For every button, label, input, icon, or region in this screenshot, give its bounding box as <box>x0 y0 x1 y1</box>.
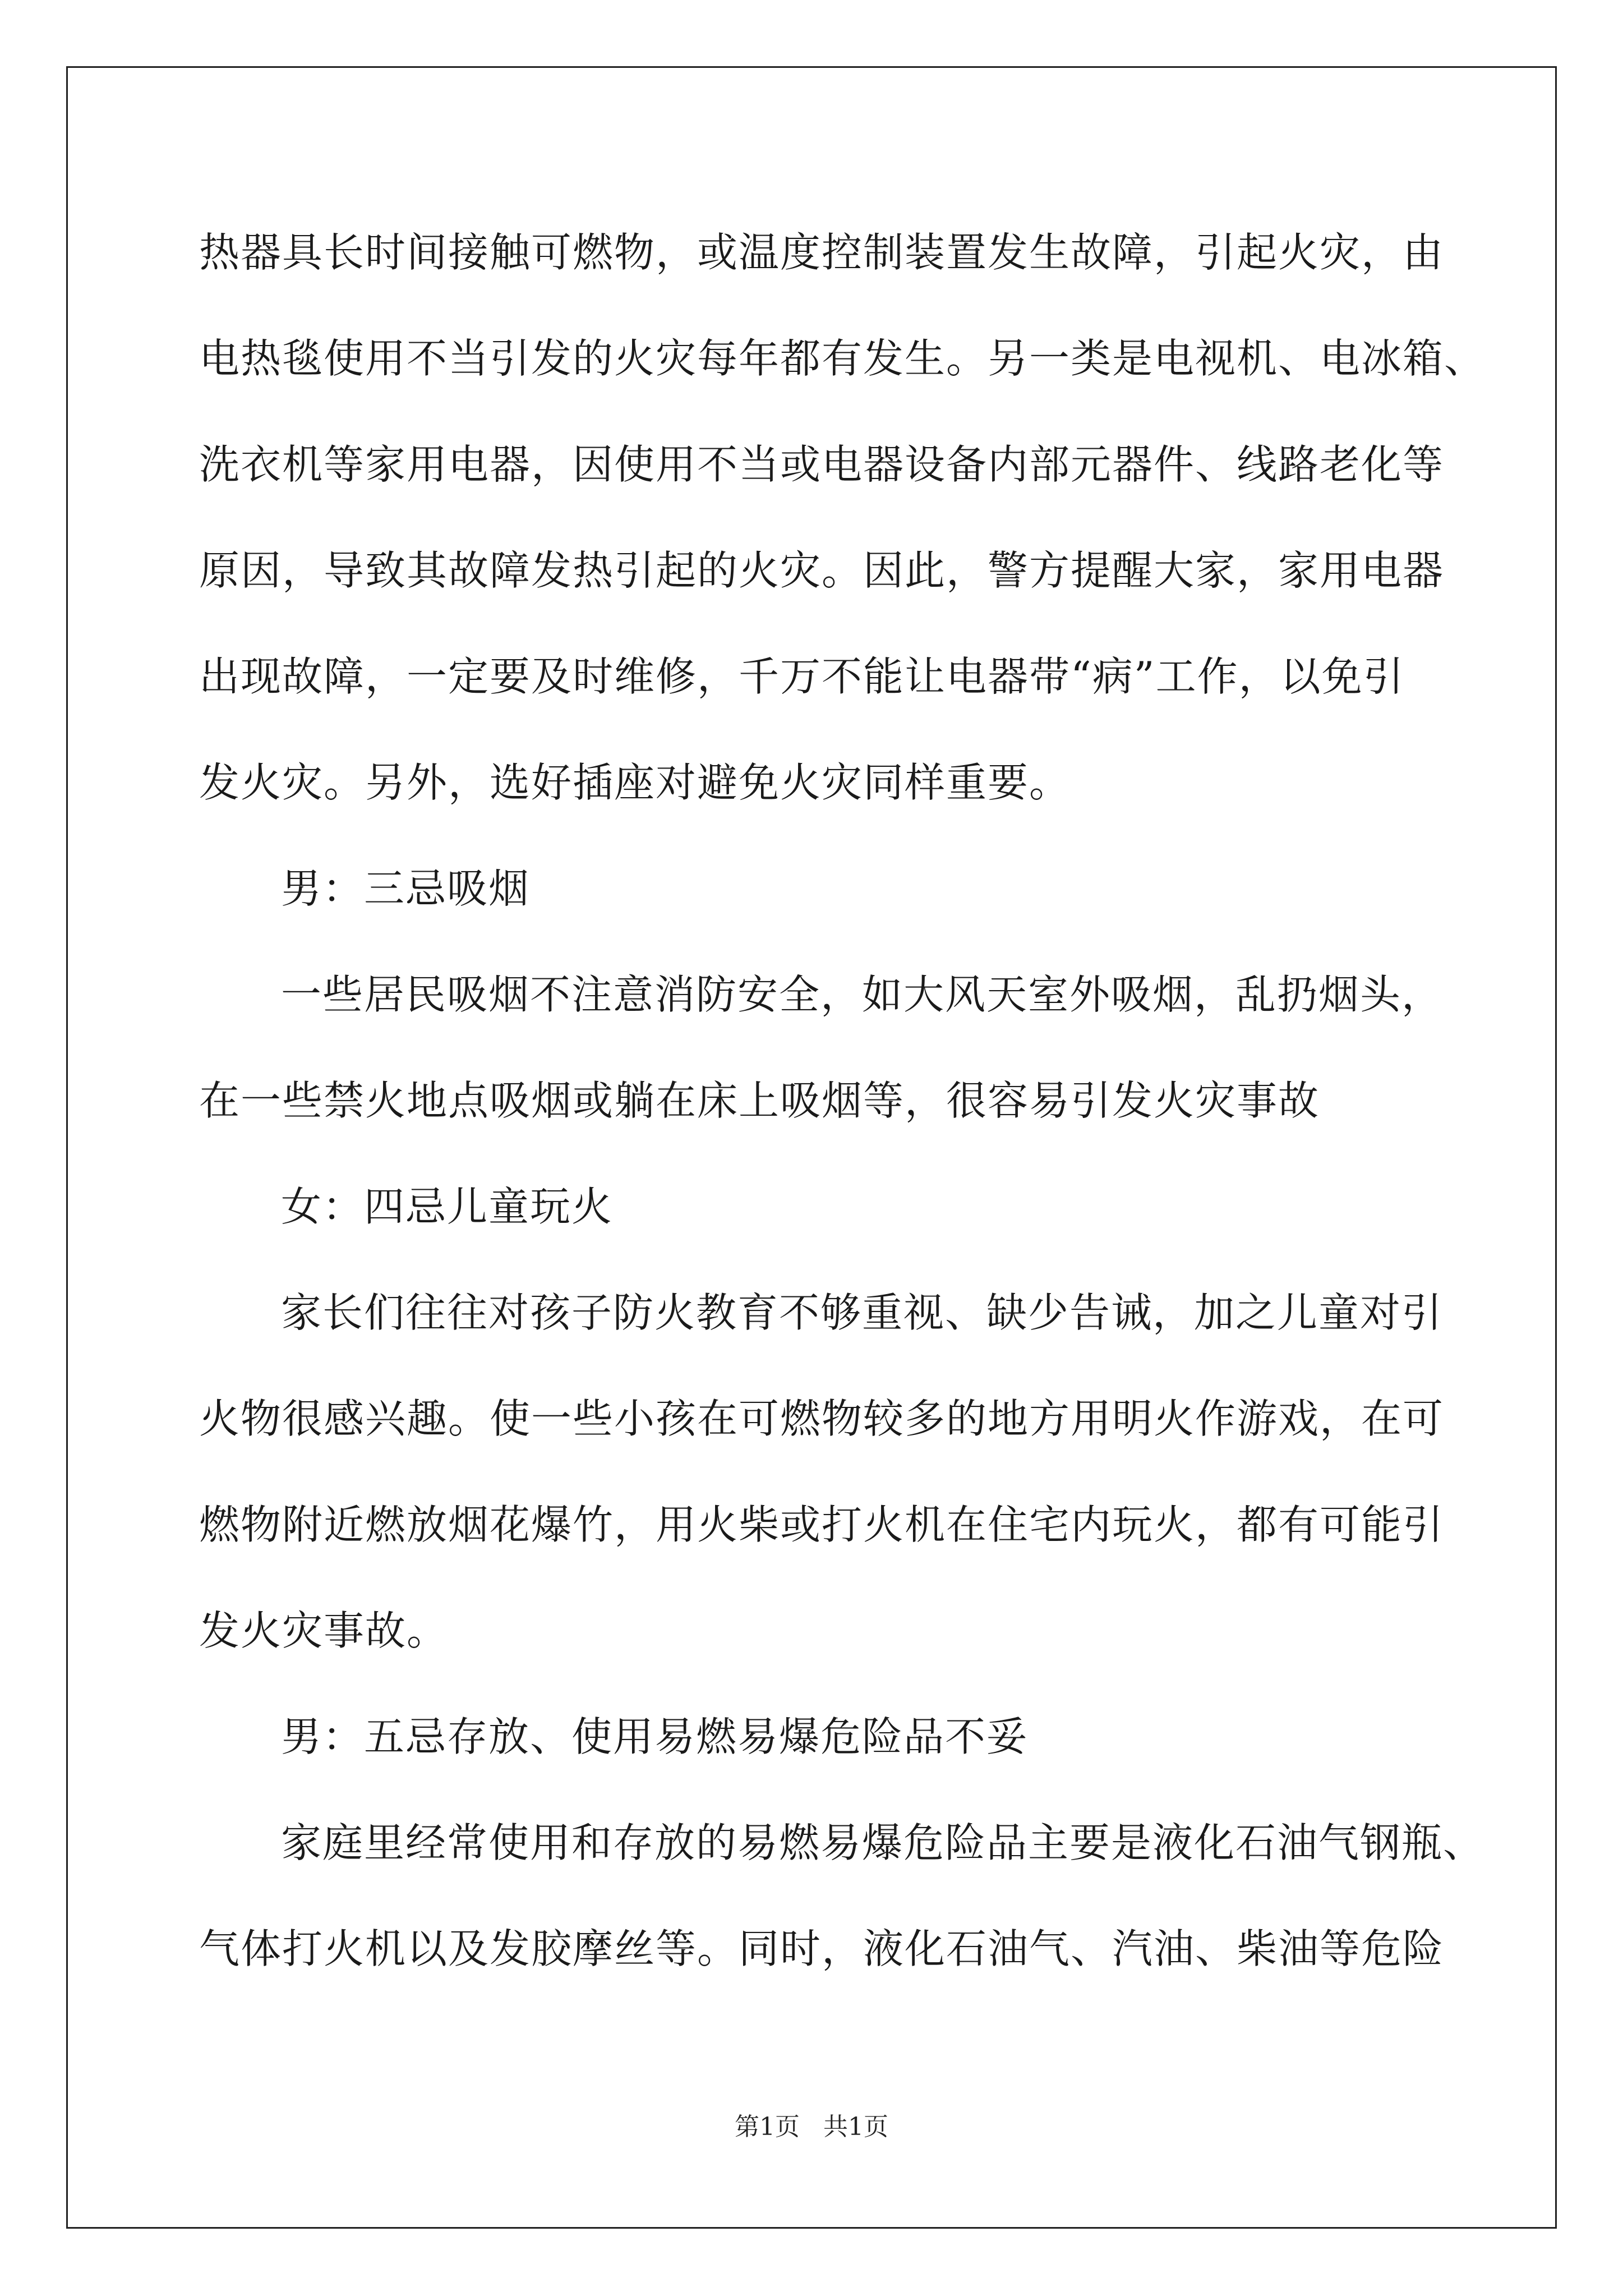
section-heading: 女：四忌儿童玩火 <box>281 1183 614 1230</box>
text-line: 燃物附近燃放烟花爆竹，用火柴或打火机在住宅内玩火，都有可能引 <box>199 1501 1445 1548</box>
text-line: 气体打火机以及发胶摩丝等。同时，液化石油气、汽油、柴油等危险 <box>199 1925 1445 1972</box>
page-number: 第1页 共1页 <box>735 2113 888 2141</box>
text-line: 火物很感兴趣。使一些小孩在可燃物较多的地方用明火作游戏，在可 <box>199 1395 1445 1442</box>
document-body <box>199 219 1486 2021</box>
text-line: 一些居民吸烟不注意消防安全，如大风天室外吸烟，乱扔烟头， <box>281 971 1444 1018</box>
text-line: 发火灾。另外，选好插座对避免火灾同样重要。 <box>199 759 1071 806</box>
text-line: 原因，导致其故障发热引起的火灾。因此，警方提醒大家，家用电器 <box>199 547 1445 594</box>
text-line: 发火灾事故。 <box>199 1607 449 1654</box>
text-line: 家长们往往对孩子防火教育不够重视、缺少告诫，加之儿童对引 <box>281 1289 1444 1336</box>
section-heading: 男：三忌吸烟 <box>281 865 531 912</box>
section-heading: 男：五忌存放、使用易燃易爆危险品不妥 <box>281 1713 1029 1760</box>
text-line: 在一些禁火地点吸烟或躺在床上吸烟等，很容易引发火灾事故 <box>199 1077 1320 1124</box>
text-line: 热器具长时间接触可燃物，或温度控制装置发生故障，引起火灾，由 <box>199 229 1445 276</box>
text-line: 出现故障，一定要及时维修，千万不能让电器带“病”工作，以免引 <box>199 653 1405 700</box>
text-line: 家庭里经常使用和存放的易燃易爆危险品主要是液化石油气钢瓶、 <box>281 1819 1485 1866</box>
text-line: 洗衣机等家用电器，因使用不当或电器设备内部元器件、线路老化等 <box>199 441 1445 488</box>
text-line: 电热毯使用不当引发的火灾每年都有发生。另一类是电视机、电冰箱、 <box>199 335 1486 382</box>
